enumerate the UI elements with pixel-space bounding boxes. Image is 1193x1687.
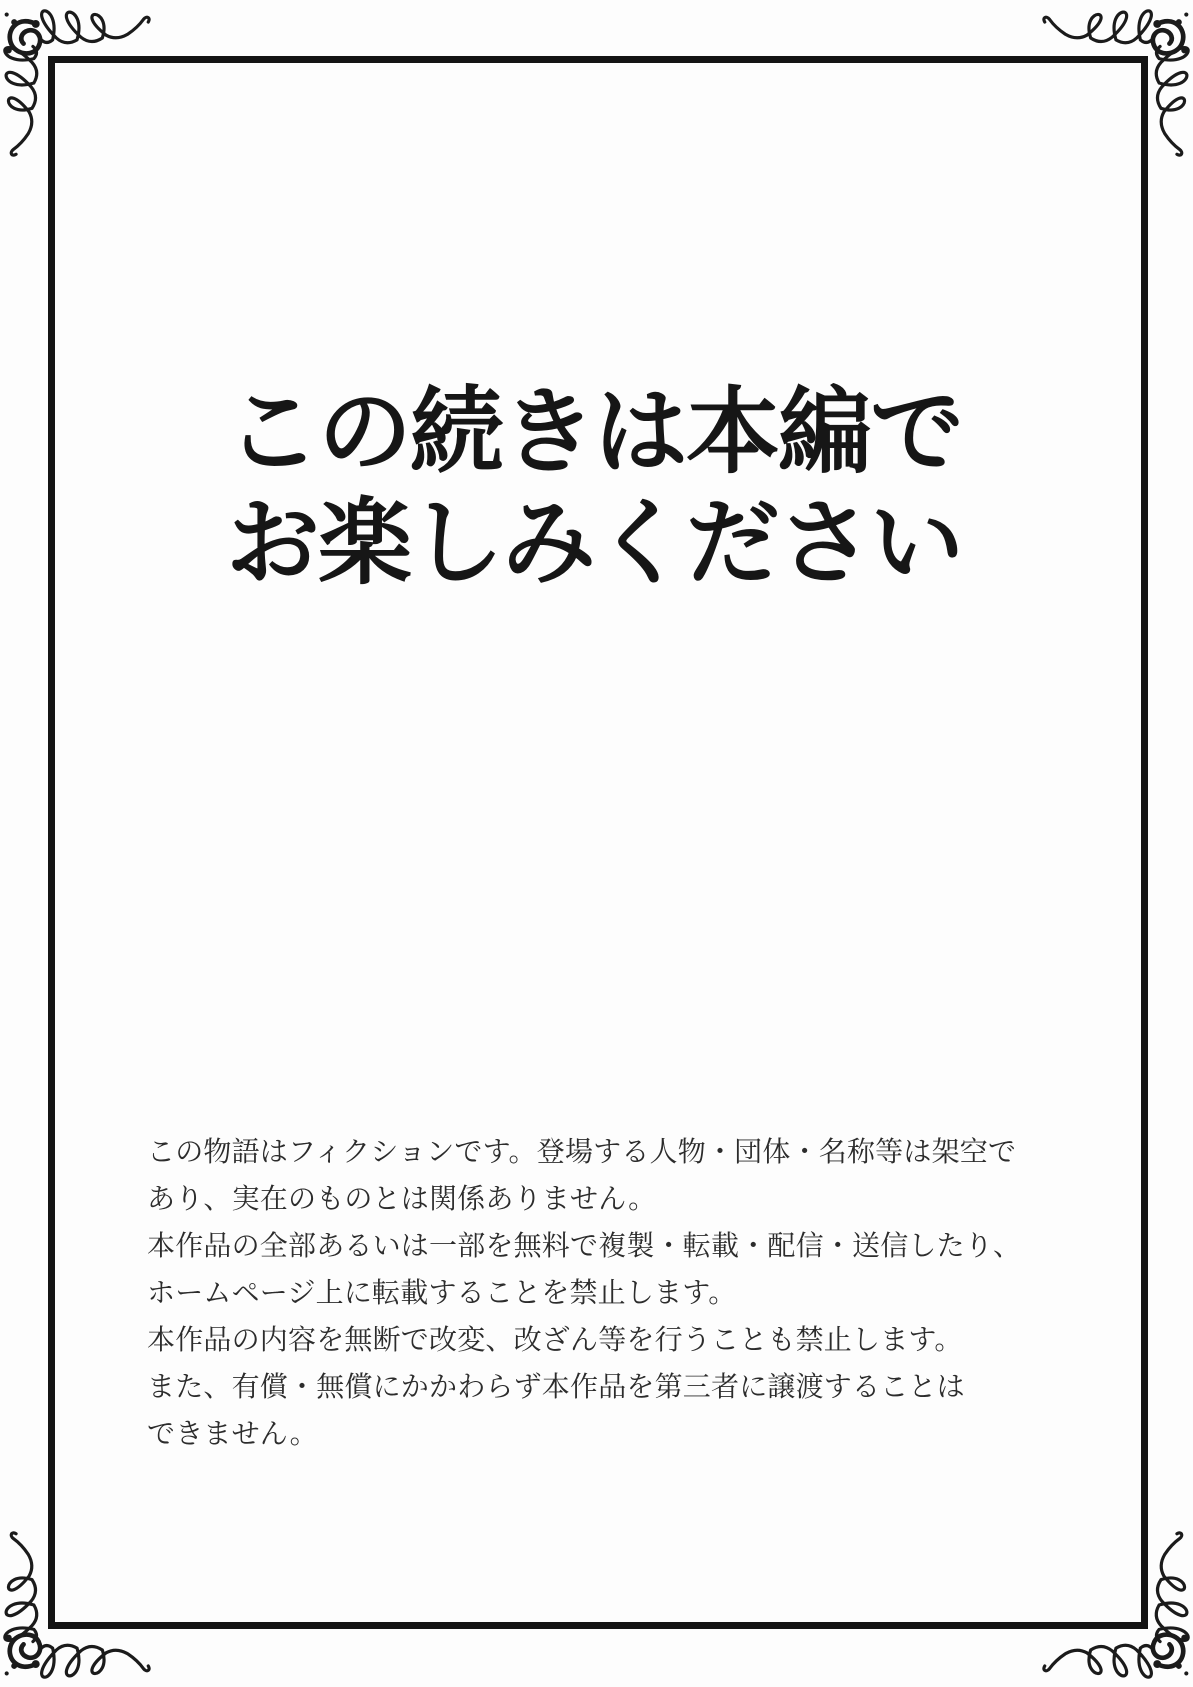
page-title [226, 376, 962, 598]
disclaimer-line-7: できません。 [147, 1418, 318, 1449]
page-title-line-2: お楽しみください [226, 490, 963, 595]
disclaimer-line-4: ホームページ上に転載することを禁止します。 [147, 1277, 737, 1308]
page-title-line-1: この続きは本編で [226, 379, 963, 484]
disclaimer-line-3: 本作品の全部あるいは一部を無料で複製・転載・配信・送信したり、 [147, 1230, 1022, 1261]
disclaimer-line-5: 本作品の内容を無断で改変、改ざん等を行うことも禁止します。 [147, 1324, 963, 1355]
disclaimer-text [147, 1128, 1021, 1457]
disclaimer-line-2: あり、実在のものとは関係ありません。 [147, 1183, 657, 1214]
disclaimer-line-1: この物語はフィクションです。登場する人物・団体・名称等は架空で [147, 1136, 1017, 1167]
disclaimer-line-6: また、有償・無償にかかわらず本作品を第三者に譲渡することは [147, 1371, 965, 1402]
